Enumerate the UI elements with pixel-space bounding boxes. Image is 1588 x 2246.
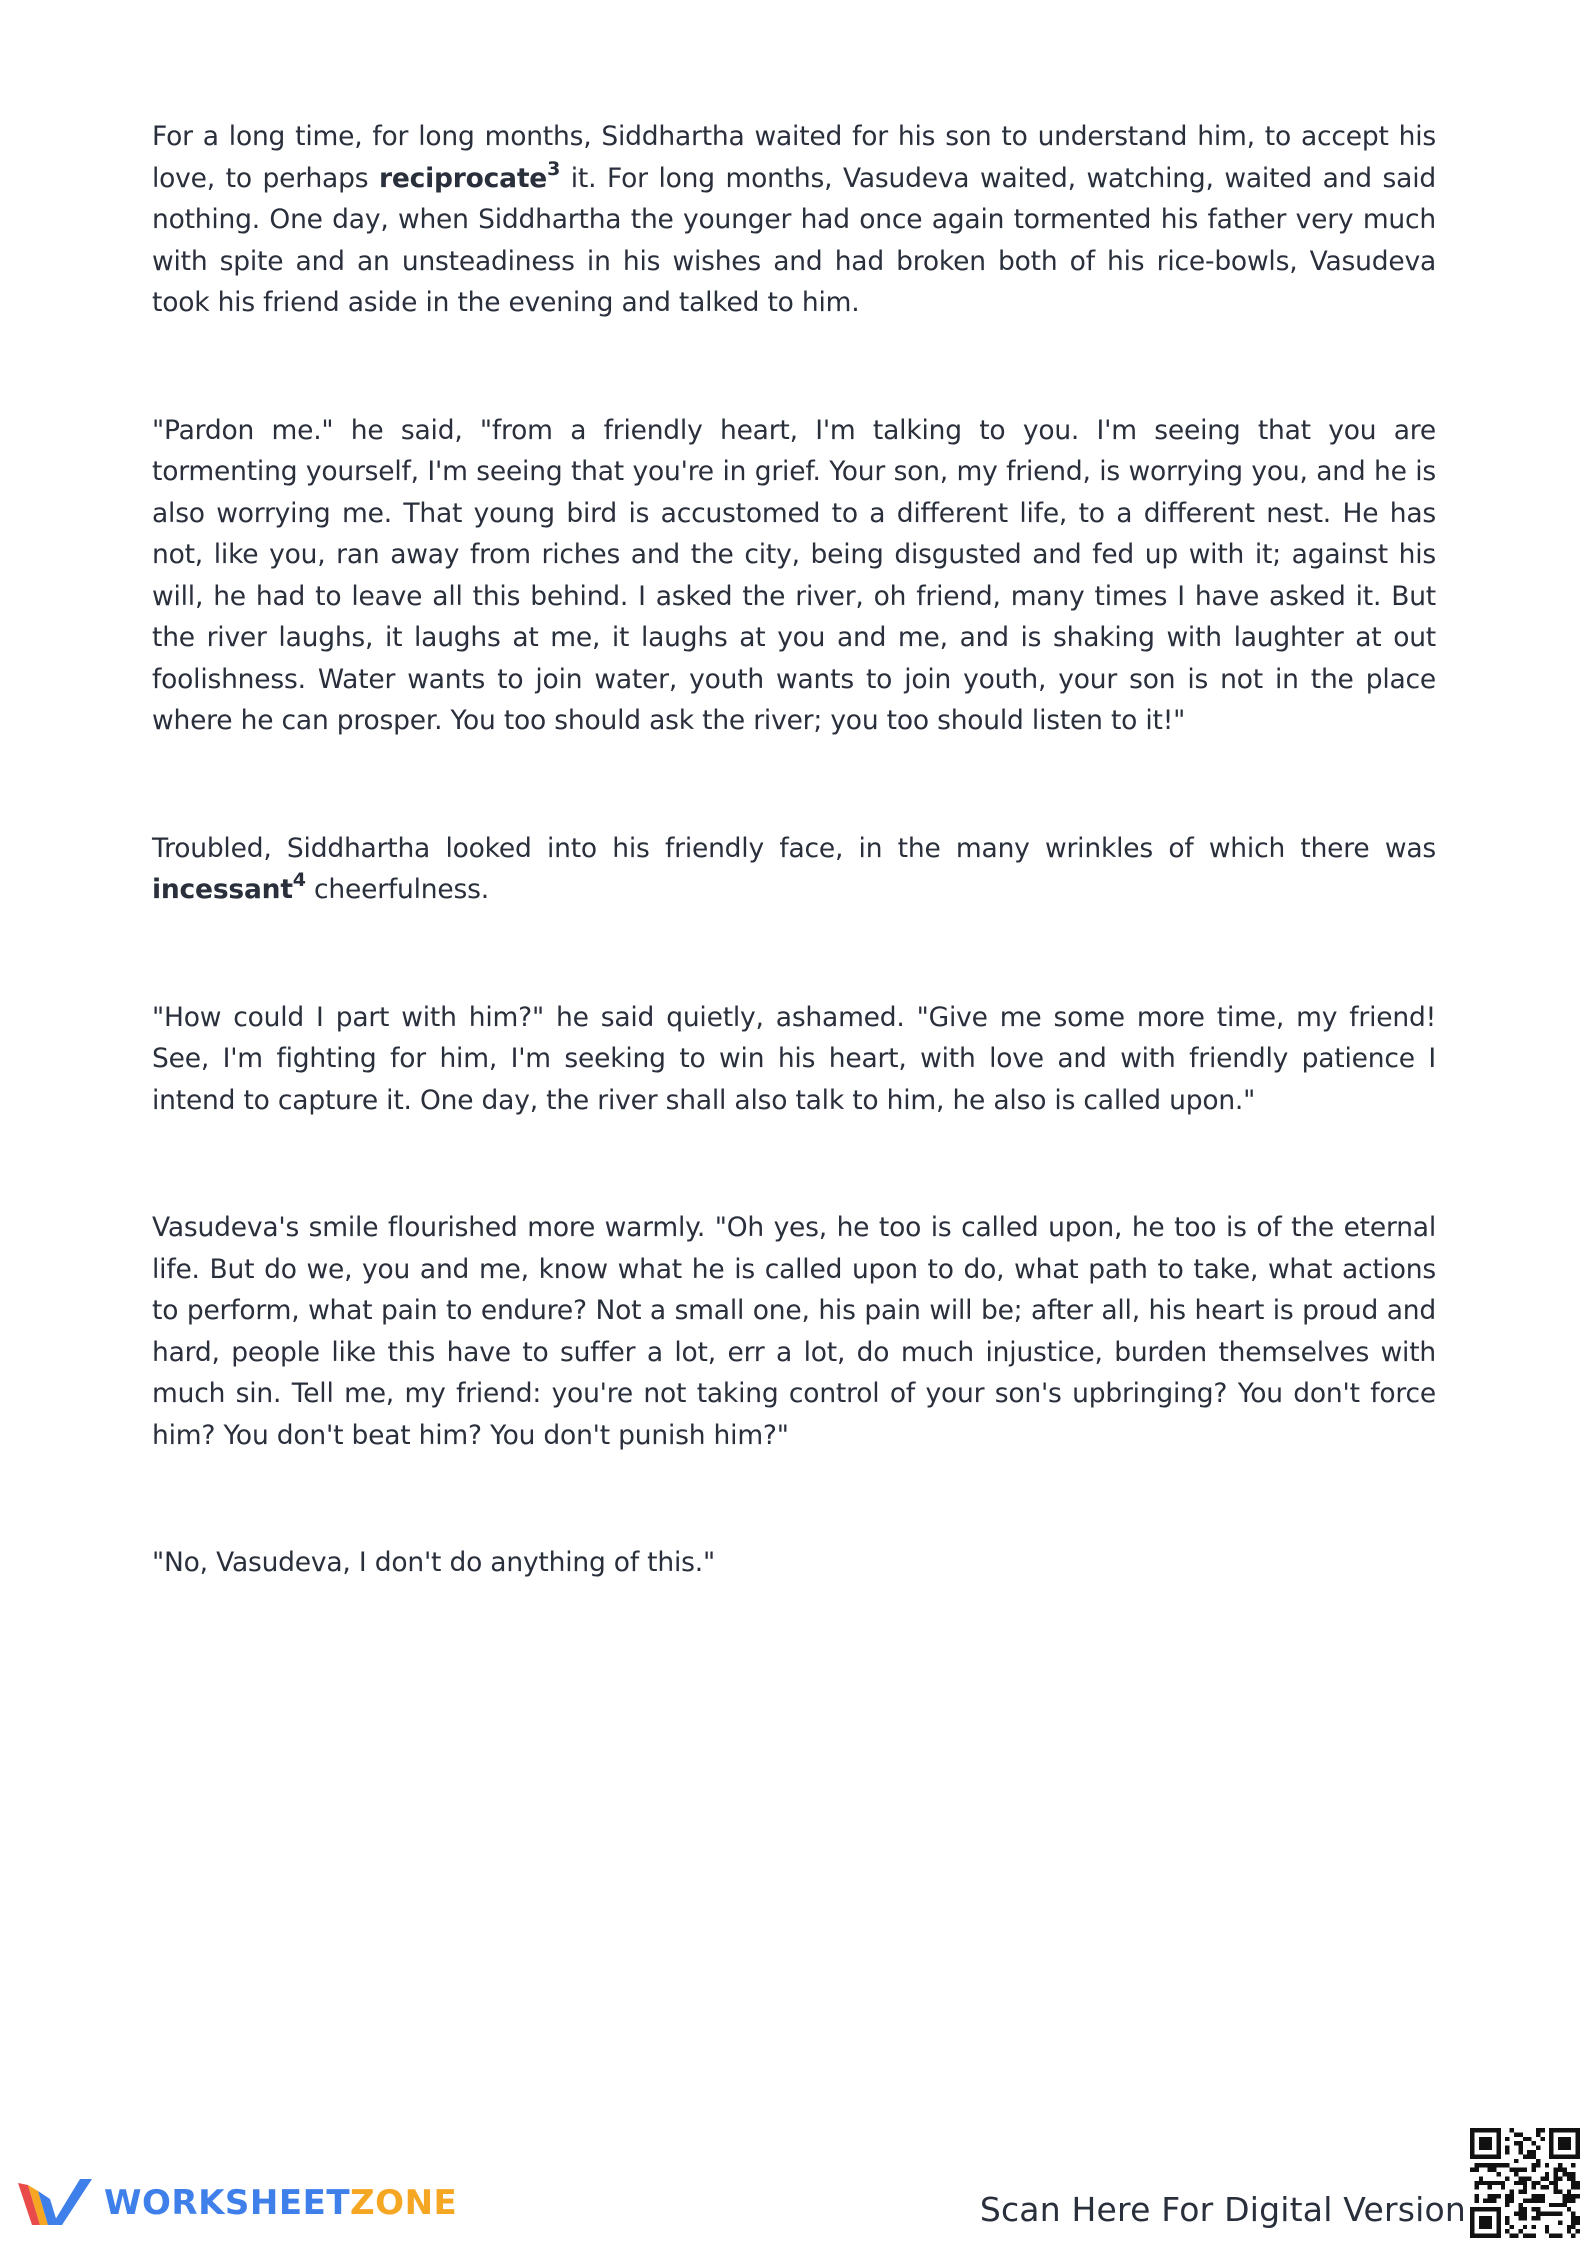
vocab-term: reciprocate — [378, 162, 548, 194]
paragraph-2 — [152, 410, 1436, 742]
paragraph-1 — [152, 116, 1436, 324]
paragraph-text: Troubled, Siddhartha looked into his friendly face, in the many wrinkles of which there was — [152, 832, 1436, 864]
paragraph-5 — [152, 1207, 1436, 1456]
footnote-marker: 4 — [292, 869, 306, 892]
brand-name — [104, 2183, 457, 2223]
paragraph-4 — [152, 997, 1436, 1122]
paragraph-text: "No, Vasudeva, I don't do anything of this." — [152, 1547, 715, 1578]
paragraph-text: cheerfulness. — [305, 874, 489, 905]
paragraph-text: For a long time, for long months, Siddhartha waited for his son to understand him, to accept his love, to perhaps — [152, 121, 1436, 194]
brand-name-part1: WORKSHEET — [104, 2183, 351, 2223]
brand-name-part2: ZONE — [350, 2183, 458, 2223]
document-body — [152, 116, 1436, 1670]
paragraph-text: "Pardon me." he said, "from a friendly heart, I'm talking to you. I'm seeing that you are tormenting yourself, I'm seeing that you're in grief. Your son, my friend, is worrying you, and he is also worrying me. That young bird is accustomed to a different life, to a different nest. He has not, like you, ran away from riches and the city, being disgusted and fed up with it; against his will, he had to leave all this behind. I asked the river, oh friend, many times I have asked it. But the river laughs, it laughs at me, it laughs at you and me, and is shaking with laughter at out foolishness. Water wants to join water, youth wants to join youth, your son is not in the place where he can prosper. You too should ask the river; you too should listen to it!" — [152, 414, 1436, 736]
brand-logo[interactable] — [16, 2175, 457, 2231]
paragraph-text: it. For long months, Vasudeva waited, watching, waited and said nothing. One day, when Siddhartha the younger had once again tormented his father very much with spite and an unsteadiness in his wishes and had broken both of his rice-bowls, Vasudeva took his friend aside in the evening and talked to him. — [152, 162, 1436, 318]
scan-caption: Scan Here For Digital Version — [979, 2190, 1466, 2229]
worksheetzone-logo-icon — [16, 2175, 94, 2231]
paragraph-text: Vasudeva's smile flourished more warmly. "Oh yes, he too is called upon, he too is of the eternal life. But do we, you and me, know what he is called upon to do, what path to take, what actions to perform, what pain to endure? Not a small one, his pain will be; after all, his heart is proud and hard, people like this have to suffer a lot, err a lot, do much injustice, burden themselves with much sin. Tell me, my friend: you're not taking control of your son's upbringing? You don't force him? You don't beat him? You don't punish him?" — [152, 1212, 1436, 1451]
vocab-term: incessant — [152, 874, 293, 905]
paragraph-3 — [152, 828, 1436, 911]
paragraph-text: "How could I part with him?" he said quietly, ashamed. "Give me some more time, my friend! See, I'm fighting for him, I'm seeking to win his heart, with love and with friendly patience I intend to capture it. One day, the river shall also talk to him, he also is called upon." — [152, 1001, 1436, 1116]
footnote-marker: 3 — [547, 157, 561, 180]
paragraph-6 — [152, 1542, 1436, 1584]
qr-code-icon[interactable] — [1470, 2128, 1580, 2238]
